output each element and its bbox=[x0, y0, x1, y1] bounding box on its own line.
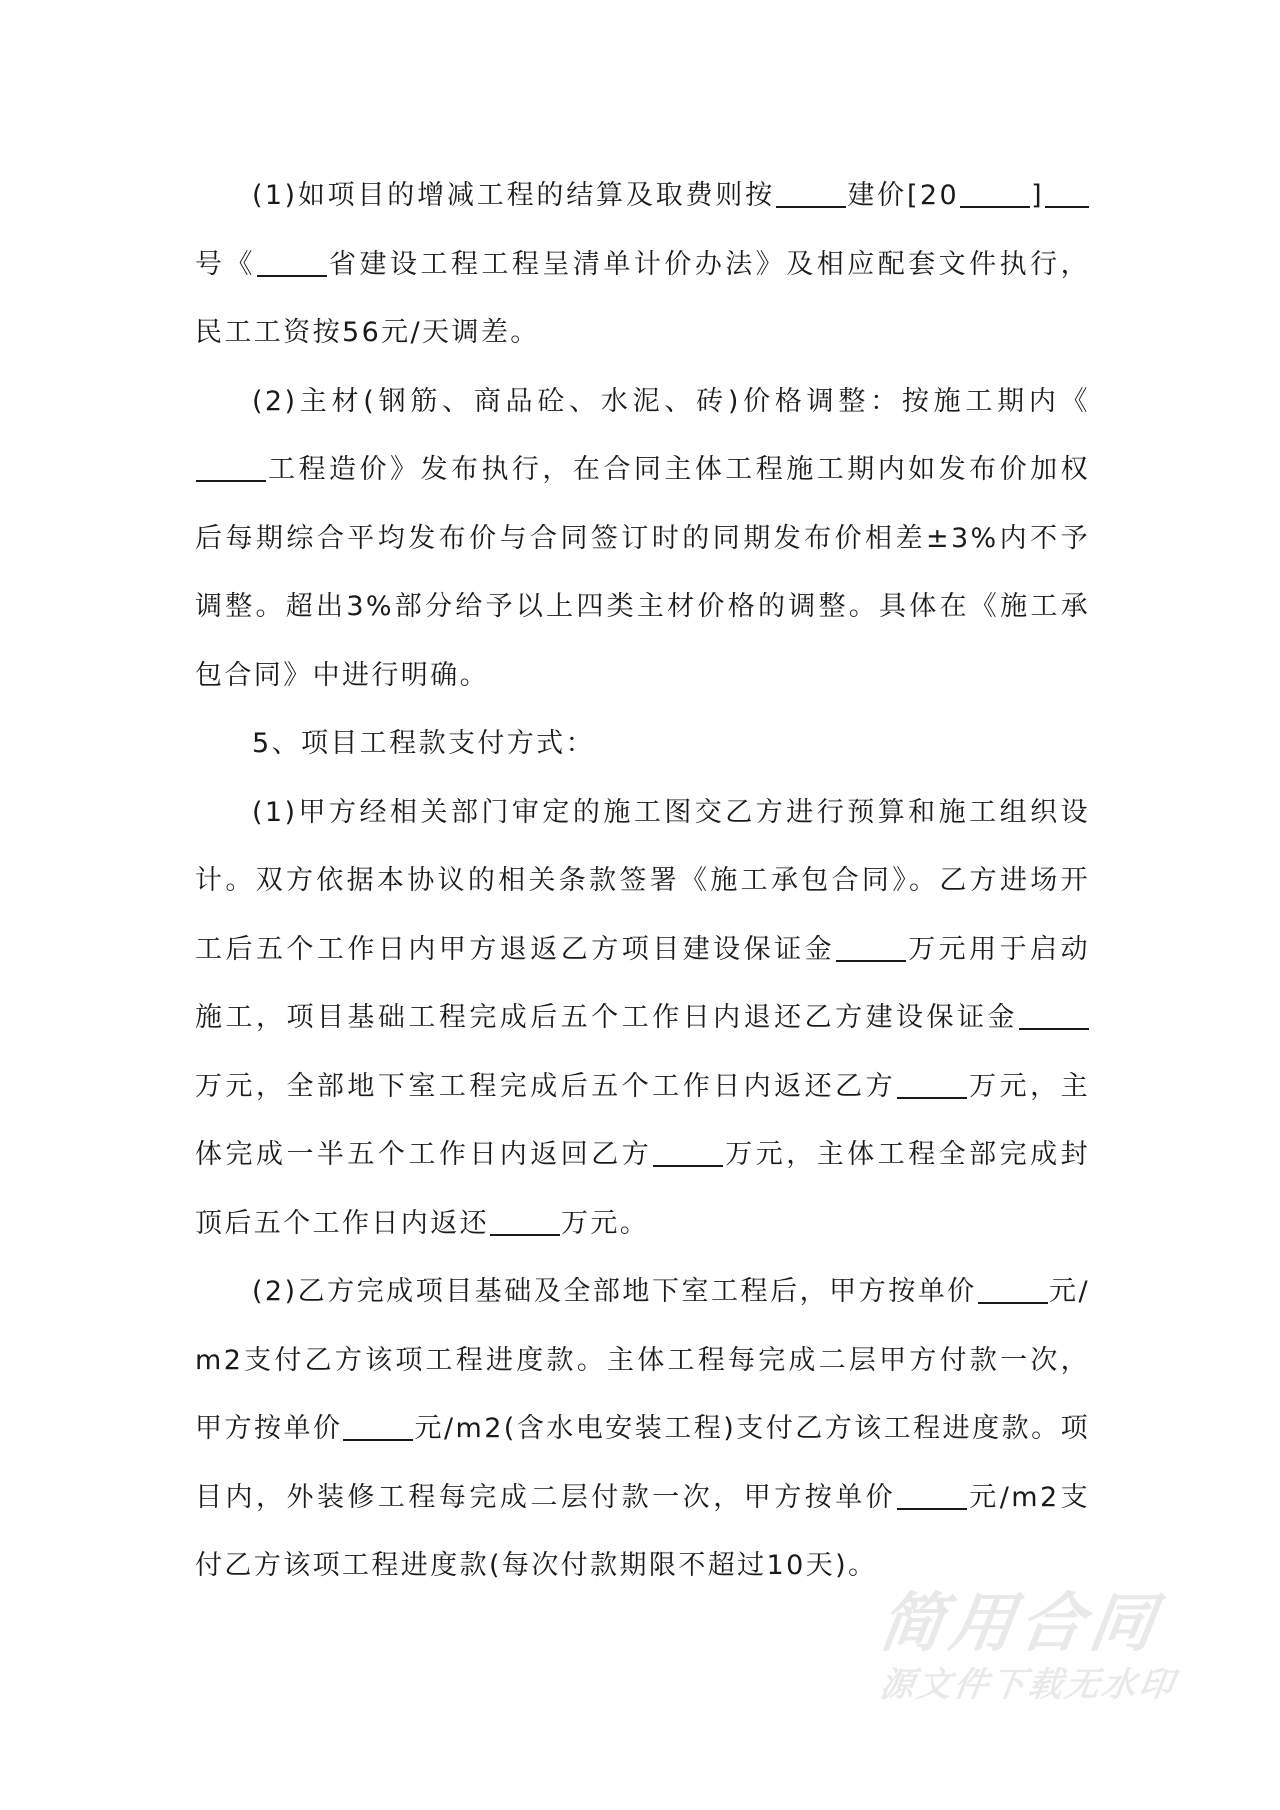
section-heading-payment-method bbox=[195, 710, 1090, 779]
fill-in-blank[interactable] bbox=[490, 1208, 560, 1236]
fill-in-blank[interactable] bbox=[1045, 180, 1089, 208]
text-segment: 省建设工程工程呈清单计价办法》及相应配套文件执行，民工工资按56元/天调差。 bbox=[195, 248, 1090, 348]
fill-in-blank[interactable] bbox=[653, 1139, 723, 1167]
text-segment: 万元用于启动施工，项目基础工程完成后五个工作日内退还乙方建设保证金 bbox=[195, 933, 1090, 1033]
paragraph-progress-payment bbox=[195, 1258, 1090, 1601]
text-segment: 元/m2支付乙方该项工程进度款。主体工程每完成二层甲方付款一次，甲方按单价 bbox=[195, 1276, 1090, 1444]
fill-in-blank[interactable] bbox=[196, 454, 266, 482]
paragraph-material-price-adjustment bbox=[195, 368, 1090, 711]
fill-in-blank[interactable] bbox=[776, 180, 846, 208]
watermark-title: 简用合同 bbox=[874, 1587, 1166, 1661]
text-segment: (1)如项目的增减工程的结算及取费则按 bbox=[252, 180, 775, 211]
fill-in-blank[interactable] bbox=[343, 1413, 413, 1441]
watermark-subtitle: 源文件下载无水印 bbox=[877, 1665, 1179, 1705]
document-body bbox=[195, 162, 1090, 1601]
text-segment: (2)乙方完成项目基础及全部地下室工程后，甲方按单价 bbox=[252, 1276, 977, 1307]
text-segment: (2)主材(钢筋、商品砼、水泥、砖)价格调整：按施工期内《 bbox=[252, 385, 1090, 417]
text-segment: (1)甲方经相关部门审定的施工图交乙方进行预算和施工组织设计。双方依据本协议的相关条款签署《施工承包合同》。乙方进场开工后五个工作日内甲方退返乙方项目建设保证金 bbox=[195, 796, 1090, 965]
fill-in-blank[interactable] bbox=[257, 249, 327, 277]
text-segment: 建价[20 bbox=[846, 180, 960, 211]
fill-in-blank[interactable] bbox=[897, 1071, 967, 1099]
watermark bbox=[874, 1585, 1200, 1705]
text-segment: 万元，主体工程全部完成封顶后五个工作日内返还 bbox=[195, 1139, 1090, 1239]
fill-in-blank[interactable] bbox=[897, 1482, 967, 1510]
text-segment: 万元，全部地下室工程完成后五个工作日内返还乙方 bbox=[195, 1070, 897, 1102]
text-segment: 5、项目工程款支付方式： bbox=[252, 728, 595, 759]
text-segment: 工程造价》发布执行，在合同主体工程施工期内如发布价加权后每期综合平均发布价与合同签订时的同期发布价相差±3%内不予调整。超出3%部分给予以上四类主材价格的调整。具体在《施工承包合同》中进行明确。 bbox=[195, 454, 1090, 691]
fill-in-blank[interactable] bbox=[978, 1276, 1048, 1304]
text-segment: 号《 bbox=[195, 248, 256, 280]
text-segment: 元/m2(含水电安装工程)支付乙方该工程进度款。项目内，外装修工程每完成二层付款一次，甲方按单价 bbox=[195, 1413, 1090, 1513]
paragraph-deposit-return bbox=[195, 779, 1090, 1259]
text-segment: 元/m2支付乙方该项工程进度款(每次付款期限不超过10天)。 bbox=[195, 1481, 1091, 1581]
text-segment: ] bbox=[1031, 180, 1044, 211]
paragraph-settlement-fees bbox=[195, 162, 1090, 368]
text-segment: 万元，主体完成一半五个工作日内返回乙方 bbox=[195, 1070, 1090, 1170]
fill-in-blank[interactable] bbox=[1019, 1002, 1089, 1030]
fill-in-blank[interactable] bbox=[836, 934, 906, 962]
fill-in-blank[interactable] bbox=[960, 180, 1030, 208]
text-segment: 万元。 bbox=[561, 1207, 650, 1239]
